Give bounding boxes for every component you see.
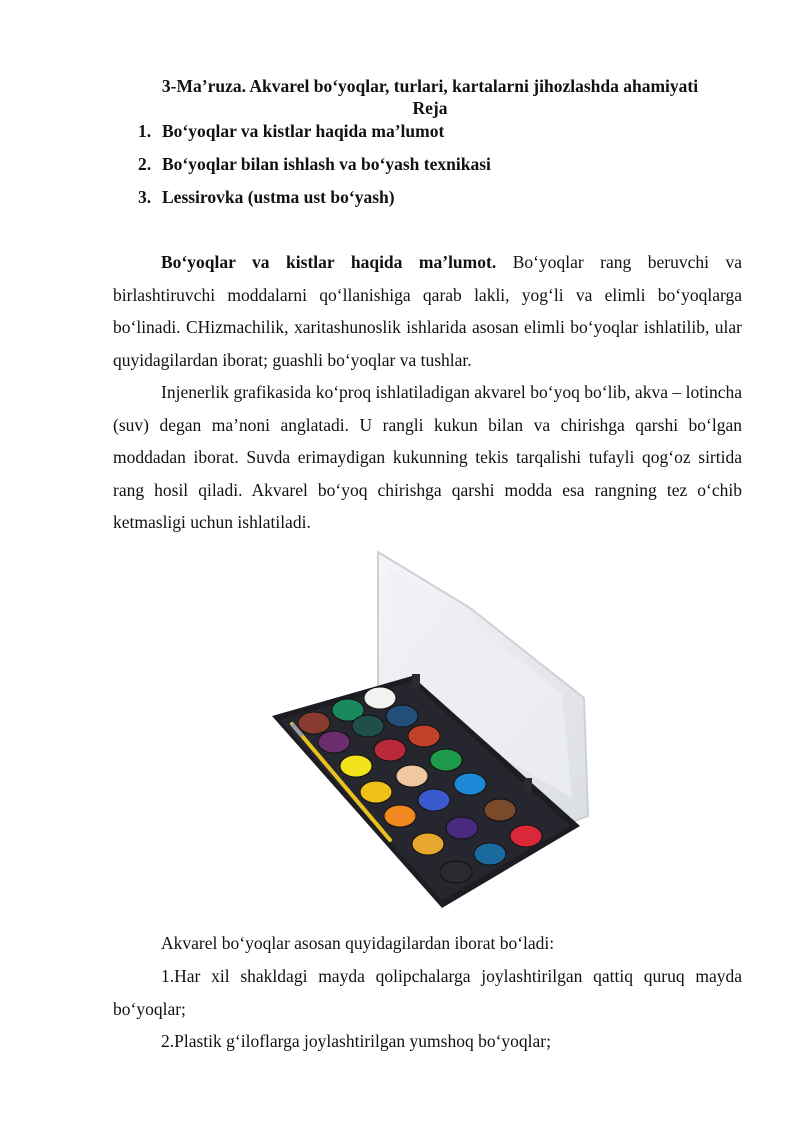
paragraph-watercolor-definition: Injenerlik grafikasida ko‘proq ishlatiladigan akvarel bo‘yoq bo‘lib, akva – lotincha (suv) degan ma’noni anglatadi. U rangli kukun bilan va chirishga qarshi bo‘lgan moddadan iborat. Suvda erimaydigan kukunning tekis tarqalishi tufayli qog‘oz sirtida rang hosil qiladi. Akvarel bo‘yoq chirishga qarshi modda esa rangning tez o‘chib ketmasligi uchun ishlatiladi. [113,382,742,533]
plan-item [138,151,491,184]
plan-item [138,118,491,151]
paragraph-paints-and-brushes [113,246,742,376]
plan-list [138,118,491,217]
plan-item-number: 1. [138,121,152,141]
plan-item-text: Lessirovka (ustma ust bo‘yash) [162,187,395,207]
paragraph-watercolor-types-intro: Akvarel bo‘yoqlar asosan quyidagilardan iborat bo‘ladi: [161,933,555,953]
paragraph-body: Bo‘yoqlar rang beruvchi va birlashtiruvchi moddalarni qo‘llanishiga qarab lakli, yog‘li va elimli bo‘yoqlarga bo‘linadi. CHizmachilik, xaritashunoslik ishlarida asosan elimli bo‘yoqlar ishlatilib, ular quyidagilardan iborat; guashli bo‘yoqlar va tushlar. [113,252,743,370]
plan-item [138,184,491,217]
paragraph-type-2: 2.Plastik g‘iloflarga joylashtirilgan yumshoq bo‘yoqlar; [161,1031,551,1051]
plan-item-text: Bo‘yoqlar va kistlar haqida ma’lumot [162,121,445,141]
plan-item-number: 2. [138,154,152,174]
plan-item-number: 3. [138,187,152,207]
plan-item-text: Bo‘yoqlar bilan ishlash va bo‘yash texnikasi [162,154,491,174]
paragraph-type-1: 1.Har xil shakldagi mayda qolipchalarga joylashtirilgan qattiq quruq mayda bo‘yoqlar; [113,966,742,1019]
plan-heading: Reja [412,98,448,118]
paragraph-lead: Bo‘yoqlar va kistlar haqida ma’lumot. [161,252,497,272]
watercolor-palette-image [262,548,598,912]
lecture-title: 3-Ma’ruza. Akvarel bo‘yoqlar, turlari, kartalarni jihozlashda ahamiyati [161,76,699,96]
